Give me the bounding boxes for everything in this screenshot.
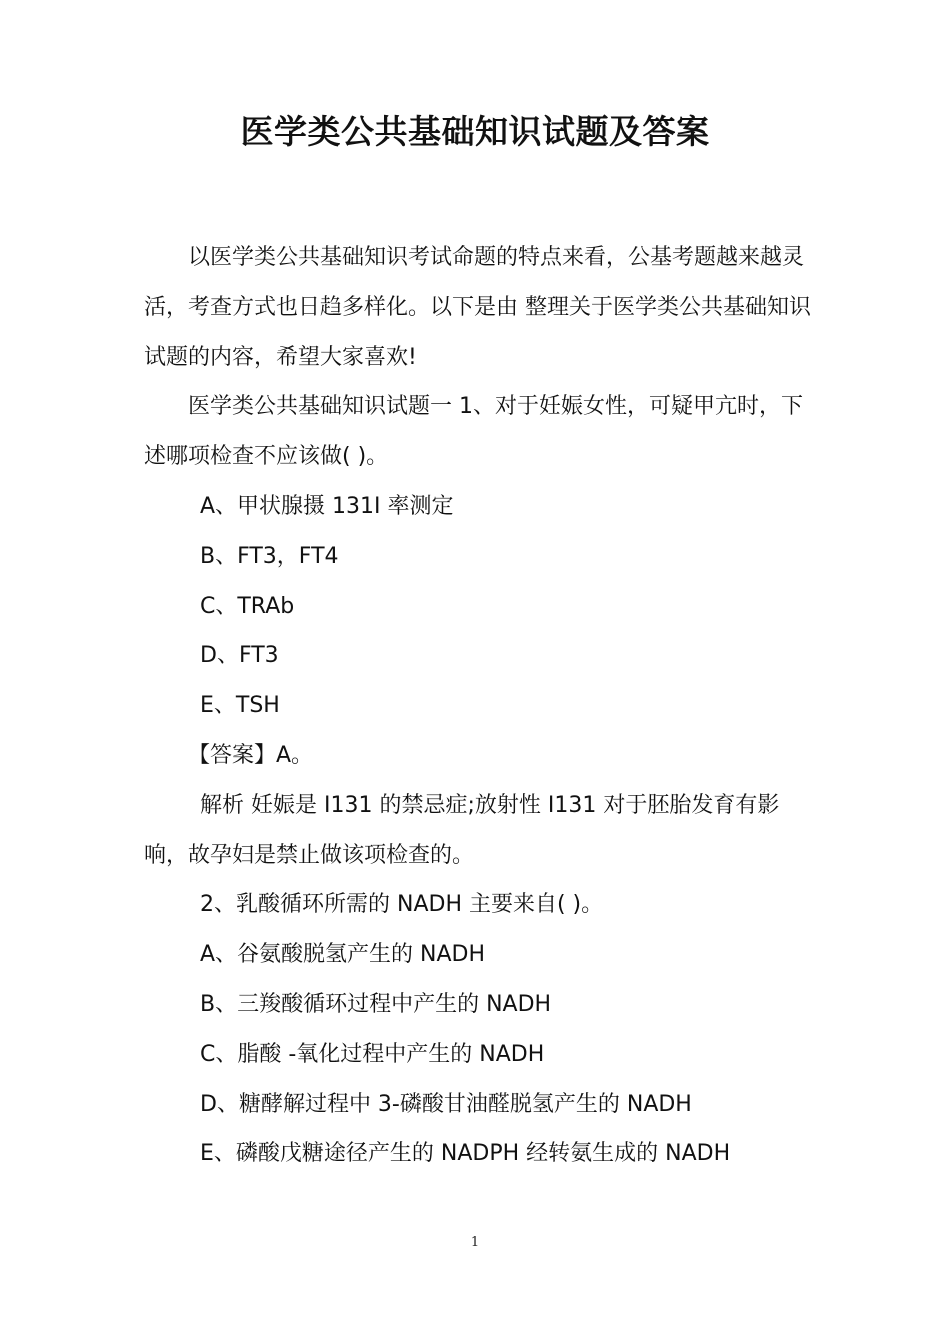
page-number: 1 — [470, 1235, 480, 1250]
question-2-option-a: A、谷氨酸脱氢产生的 NADH — [200, 942, 486, 968]
question-2-option-e: E、磷酸戊糖途径产生的 NADPH 经转氨生成的 NADH — [200, 1141, 731, 1167]
question-2-option-b: B、三羧酸循环过程中产生的 NADH — [200, 991, 552, 1017]
question-2-option-c: C、脂酸 -氧化过程中产生的 NADH — [200, 1041, 545, 1067]
page-title: 医学类公共基础知识试题及答案 — [240, 112, 710, 151]
question-1-option-b: B、FT3，FT4 — [200, 543, 339, 569]
intro-paragraph: 以医学类公共基础知识考试命题的特点来看，公基考题越来越灵活，考查方式也日趋多样化。以下是由 整理关于医学类公共基础知识试题的内容，希望大家喜欢! — [144, 245, 811, 370]
question-1-option-e: E、TSH — [200, 693, 280, 719]
question-1-option-a: A、甲状腺摄 131I 率测定 — [200, 493, 454, 519]
question-1-option-c: C、TRAb — [200, 593, 295, 619]
question-2-stem: 2、乳酸循环所需的 NADH 主要来自( )。 — [200, 892, 604, 918]
question-1-answer: 【答案】A。 — [188, 742, 314, 768]
question-1-analysis: 解析 妊娠是 I131 的禁忌症;放射性 I131 对于胚胎发育有影响，故孕妇是禁止做该项检查的。 — [144, 792, 780, 868]
question-2-option-d: D、糖酵解过程中 3-磷酸甘油醛脱氢产生的 NADH — [200, 1091, 692, 1117]
question-1-stem: 医学类公共基础知识试题一 1、对于妊娠女性，可疑甲亢时，下述哪项检查不应该做( )。 — [144, 394, 803, 470]
question-1-option-d: D、FT3 — [200, 643, 279, 669]
document-body — [144, 233, 812, 1179]
